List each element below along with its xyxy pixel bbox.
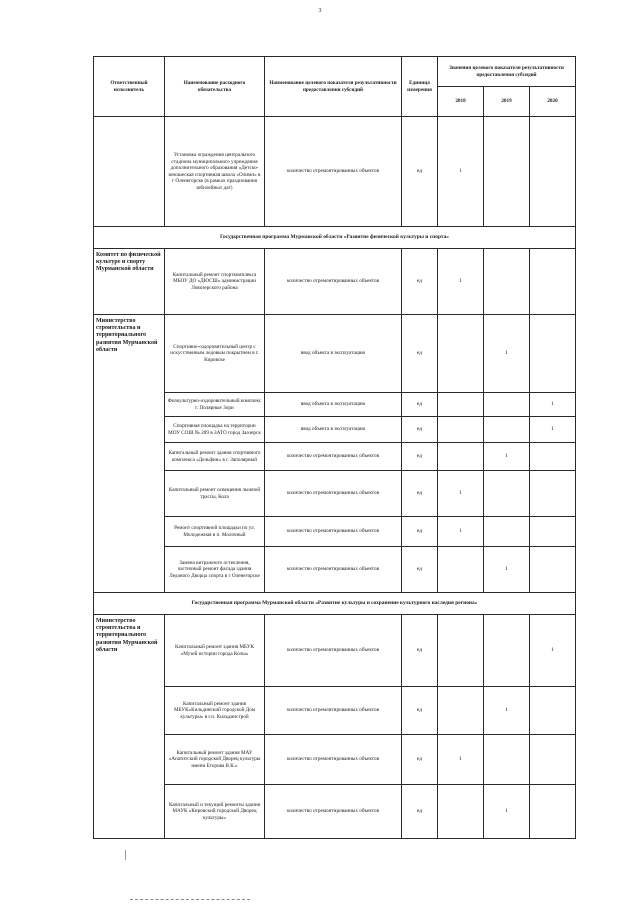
value-2020: 1 [530,417,576,443]
page-number: 3 [318,8,322,14]
value-2020: 1 [530,393,576,417]
unit-cell: ед [402,547,438,593]
value-2020 [530,315,576,393]
scan-footer-line [130,899,250,900]
value-2018 [438,443,484,471]
value-2019: 1 [484,443,530,471]
program-title: Государственная программа Мурманской области «Развитие культуры и сохранение культурного наследия региона» [94,593,576,615]
unit-cell: ед [402,687,438,735]
program-title: Государственная программа Мурманской области «Развитие физической культуры и спорта» [94,227,576,249]
value-2019 [484,393,530,417]
indicator-cell: количество отремонтированных объектов [265,735,402,785]
value-2020 [530,547,576,593]
unit-cell: ед [402,393,438,417]
table-row [94,785,576,839]
obligation-cell: Установка ограждения центрального стадиона муниципального учреждения дополнительного образования «Детско-юношеская спортивная школа «Олимп» в г Оленегорске (в рамках празднования юбилейных дат) [165,117,265,227]
value-2020 [530,117,576,227]
value-2019 [484,417,530,443]
value-2018: 1 [438,117,484,227]
value-2018 [438,687,484,735]
obligation-cell: Спортивная площадка на территории МОУ СОШ № 289 в ЗАТО город Заозерск [165,417,265,443]
table-row [94,249,576,315]
value-2020 [530,785,576,839]
obligation-cell: Физкультурно-оздоровительный комплекс г. Полярные Зори [165,393,265,417]
obligation-cell: Капитальный ремонт здания МБУК«Кильдинский городской Дом культуры» в г.п. Кильдинстрой [165,687,265,735]
table-row [94,471,576,517]
indicator-cell: ввод объекта в эксплуатацию [265,393,402,417]
unit-cell: ед [402,315,438,393]
unit-cell: ед [402,735,438,785]
header-year-2020: 2020 [530,87,576,117]
header-year-2019: 2019 [484,87,530,117]
executor-cell: Комитет по физической культуре и спорту Мурманской области [94,249,165,315]
value-2020: 1 [530,615,576,687]
value-2020 [530,249,576,315]
value-2018: 1 [438,517,484,547]
indicator-cell: количество отремонтированных объектов [265,443,402,471]
value-2019 [484,117,530,227]
obligation-cell: Ремонт спортивной площадки по ул. Молодежная в п. Молочный [165,517,265,547]
value-2018 [438,547,484,593]
header-indicator: Наименование целевого показателя результативности предоставления субсидий [265,57,402,117]
table-row [94,443,576,471]
table-row [94,517,576,547]
value-2020 [530,517,576,547]
value-2018 [438,393,484,417]
indicator-cell: количество отремонтированных объектов [265,547,402,593]
value-2018: 1 [438,471,484,517]
obligation-cell: Спортивно-оздоровительный центр с искусственным ледовым покрытием в г. Кировске [165,315,265,393]
scan-mark [125,850,126,860]
unit-cell: ед [402,785,438,839]
value-2019 [484,471,530,517]
table-row [94,687,576,735]
indicator-cell: количество отремонтированных объектов [265,687,402,735]
unit-cell: ед [402,443,438,471]
value-2019 [484,517,530,547]
obligation-cell: Замена витражного остекления, частичный ремонт фасада здания Ледового Дворца спорта в г Оленегорске [165,547,265,593]
header-values-title: Значения целевого показателя результативности предоставления субсидий [438,57,576,87]
table-row [94,117,576,227]
table-row [94,547,576,593]
table-row [94,393,576,417]
value-2020 [530,471,576,517]
header-responsible: Ответственный исполнитель [94,57,165,117]
value-2019 [484,615,530,687]
value-2018 [438,417,484,443]
value-2018 [438,615,484,687]
unit-cell: ед [402,517,438,547]
value-2020 [530,443,576,471]
indicator-cell: количество отремонтированных объектов [265,517,402,547]
indicator-cell: ввод объекта в эксплуатацию [265,315,402,393]
obligation-cell: Капитальный ремонт спорткомплекса МБОУ ДО «ДЮСШ» администрации Ловозерского района [165,249,265,315]
unit-cell: ед [402,249,438,315]
unit-cell: ед [402,615,438,687]
value-2018: 1 [438,735,484,785]
value-2020 [530,687,576,735]
value-2019: 1 [484,547,530,593]
program-row [94,593,576,615]
obligation-cell: Капитальный ремонт освещения лыжной трассы, Кола [165,471,265,517]
indicator-cell: ввод объекта в эксплуатацию [265,417,402,443]
table-row [94,417,576,443]
value-2018 [438,315,484,393]
table-row [94,615,576,687]
program-row [94,227,576,249]
value-2019 [484,735,530,785]
value-2019: 1 [484,315,530,393]
indicators-table [93,56,576,839]
header-unit: Единица измерения [402,57,438,117]
obligation-cell: Капитальный ремонт здания МАУ «Апатитский городской Дворец культуры имени Егорова В.К.» [165,735,265,785]
indicator-cell: количество отремонтированных объектов [265,615,402,687]
executor-cell: Министерство строительства и территориального развития Мурманской области [94,315,165,593]
obligation-cell: Капитальный ремонт здания спортивного комплекса «Дельфин» в г. Заполярный [165,443,265,471]
indicator-cell: количество отремонтированных объектов [265,117,402,227]
indicator-cell: количество отремонтированных объектов [265,785,402,839]
value-2019: 1 [484,785,530,839]
executor-cell-empty [94,117,165,227]
indicator-cell: количество отремонтированных объектов [265,471,402,517]
value-2019 [484,249,530,315]
value-2018: 1 [438,249,484,315]
header-obligation: Наименование расходного обязательства [165,57,265,117]
value-2020 [530,735,576,785]
obligation-cell: Капитальный ремонт здания МБУК «Музей истории города Колы» [165,615,265,687]
unit-cell: ед [402,471,438,517]
indicator-cell: количество отремонтированных объектов [265,249,402,315]
unit-cell: ед [402,417,438,443]
value-2018 [438,785,484,839]
unit-cell: ед [402,117,438,227]
table-row [94,315,576,393]
executor-cell: Министерство строительства и территориального развития Мурманской области [94,615,165,839]
header-year-2018: 2018 [438,87,484,117]
value-2019: 1 [484,687,530,735]
obligation-cell: Капитальный и текущий ремонты здания МАУК «Кировский городской Дворец культуры» [165,785,265,839]
table-row [94,735,576,785]
